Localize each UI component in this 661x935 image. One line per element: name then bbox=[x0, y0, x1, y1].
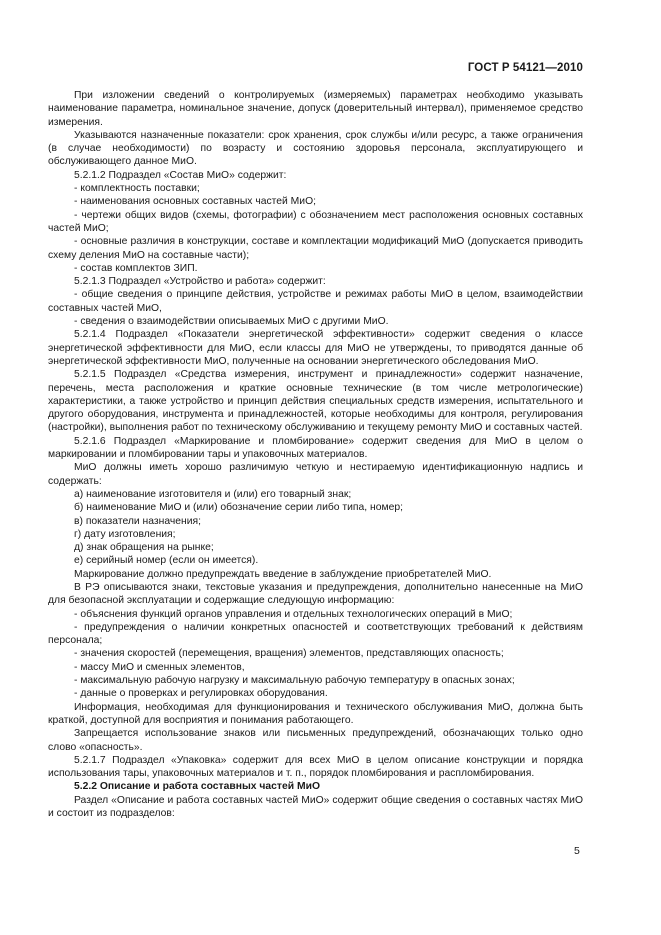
list-item: - массу МиО и сменных элементов, bbox=[74, 661, 245, 673]
list-item: - предупреждения о наличии конкретных опасностей и соответствующих требований к действиям персонала; bbox=[48, 621, 583, 647]
paragraph: Маркирование должно предупреждать введение в заблуждение приобретателей МиО. bbox=[74, 568, 492, 580]
list-item: - общие сведения о принципе действия, устройстве и режимах работы МиО в целом, взаимодействии составных частей МиО, bbox=[48, 289, 583, 314]
paragraph: 5.2.1.3 Подраздел «Устройство и работа» содержит: bbox=[74, 276, 326, 288]
list-item: - значения скоростей (перемещения, вращения) элементов, представляющих опасность; bbox=[74, 648, 504, 660]
list-item: - комплектность поставки; bbox=[74, 183, 200, 195]
paragraph: 5.2.1.5 Подраздел «Средства измерения, инструмент и принадлежности» содержит назначение, перечень, места расположения и краткие основные технические (в том числе метрологические) характеристики, а также устройство и принцип действия специальных средств измерения, испытательного и другого оборудования, инструмента и принадлежностей, которые необходимы для контроля, регулирования (настройки), выполнения работ по техническому обслуживанию и текущему ремонту МиО и составных частей. bbox=[48, 369, 583, 434]
list-item: - сведения о взаимодействии описываемых МиО с другими МиО. bbox=[74, 316, 389, 328]
paragraph: 5.2.1.4 Подраздел «Показатели энергетической эффективности» содержит сведения о классе энергетической эффективности для МиО, если классы для МиО не утверждены, то приводятся данные об энергетической эффективности МиО, полученные на основании энергетического обследования МиО. bbox=[48, 329, 583, 367]
paragraph: 5.2.1.7 Подраздел «Упаковка» содержит для всех МиО в целом описание конструкции и порядка использования тары, упаковочных материалов и т. п., порядок пломбирования и распломбирования. bbox=[48, 754, 583, 780]
paragraph: Запрещается использование знаков или письменных предупреждений, обозначающих только одно слово «опасность». bbox=[48, 728, 583, 753]
list-item: б) наименование МиО и (или) обозначение серии либо типа, номер; bbox=[74, 502, 403, 514]
list-item: - объяснения функций органов управления и отдельных технологических операций в МиО; bbox=[74, 608, 513, 620]
paragraph: Информация, необходимая для функционирования и технического обслуживания МиО, должна быть краткой, доступной для восприятия и понимания работающего. bbox=[48, 701, 583, 726]
paragraph: МиО должны иметь хорошо различимую четкую и нестираемую идентификационную надпись и содержать: bbox=[48, 462, 583, 487]
list-item: - основные различия в конструкции, составе и комплектации модификаций МиО (допускается приводить схему деления МиО на составные части); bbox=[48, 236, 583, 261]
list-item: - чертежи общих видов (схемы, фотографии) с обозначением мест расположения основных составных частей МиО; bbox=[48, 209, 583, 234]
section-heading: 5.2.2 Описание и работа составных частей МиО bbox=[74, 781, 320, 793]
paragraph: 5.2.1.6 Подраздел «Маркирование и пломбирование» содержит сведения для МиО в целом о маркировании и пломбировании тары и упаковочных материалов. bbox=[48, 435, 583, 461]
list-item: - максимальную рабочую нагрузку и максимальную рабочую температуру в опасных зонах; bbox=[74, 675, 515, 687]
paragraph: Указываются назначенные показатели: срок хранения, срок службы и/или ресурс, а также ограничения (в случае необходимости) по возрасту и состоянию здоровья персонала, эксплуатирующего и обслуживающего данное МиО. bbox=[48, 129, 583, 168]
list-item: г) дату изготовления; bbox=[74, 528, 176, 540]
list-item: а) наименование изготовителя и (или) его товарный знак; bbox=[74, 488, 352, 500]
paragraph: В РЭ описываются знаки, текстовые указания и предупреждения, дополнительно нанесенные на МиО для безопасной эксплуатации и содержащие следующую информацию: bbox=[48, 581, 583, 607]
list-item: в) показатели назначения; bbox=[74, 515, 201, 527]
list-item: - наименования основных составных частей МиО; bbox=[74, 196, 316, 208]
page-number: 5 bbox=[574, 845, 580, 857]
paragraph: 5.2.1.2 Подраздел «Состав МиО» содержит: bbox=[74, 169, 287, 181]
document-body bbox=[48, 89, 583, 820]
list-item: - состав комплектов ЗИП. bbox=[74, 262, 198, 274]
list-item: е) серийный номер (если он имеется). bbox=[74, 555, 259, 567]
list-item: - данные о проверках и регулировках оборудования. bbox=[74, 688, 328, 700]
paragraph: Раздел «Описание и работа составных частей МиО» содержит общие сведения о составных частях МиО и состоит из подразделов: bbox=[48, 794, 583, 820]
document-header: ГОСТ Р 54121—2010 bbox=[467, 62, 583, 74]
paragraph: При изложении сведений о контролируемых (измеряемых) параметрах необходимо указывать наименование параметра, номинальное значение, допуск (доверительный интервал), применяемое средство измерения. bbox=[48, 90, 583, 128]
list-item: д) знак обращения на рынке; bbox=[74, 542, 214, 554]
